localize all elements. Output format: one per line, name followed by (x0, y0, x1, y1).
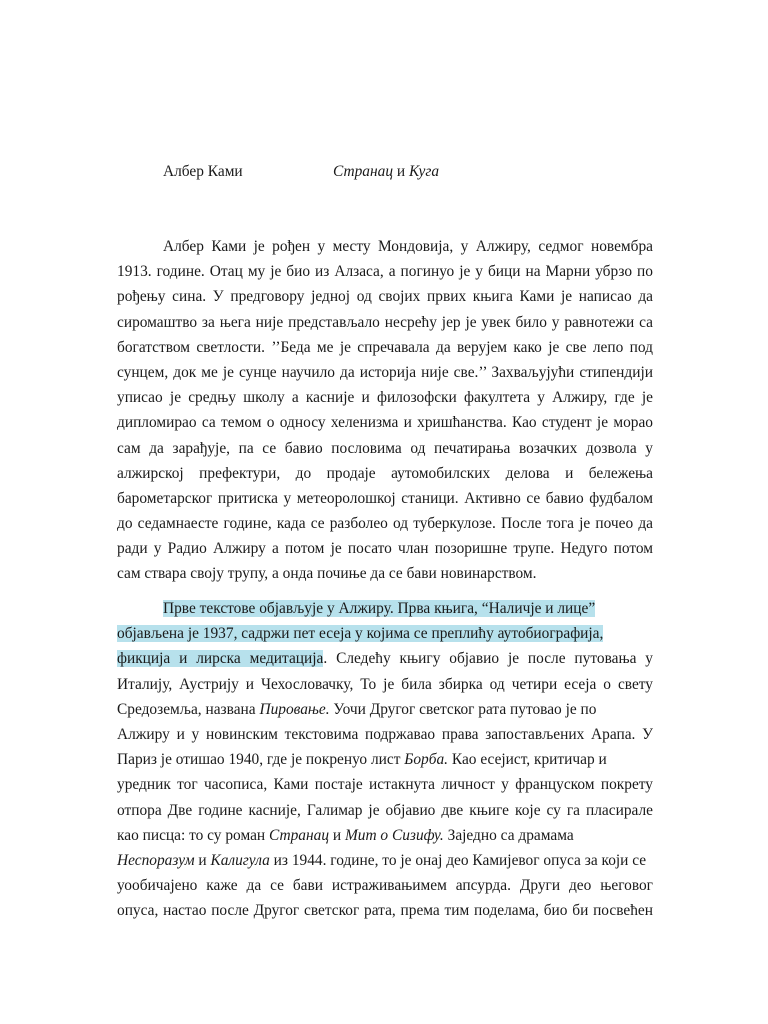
text-line: сиромаштво за њега није представљало несрећу јер је увек било у равнотежи са (117, 313, 653, 331)
book-title: Мит о Сизифу. (344, 826, 444, 844)
text-run: Заједно са драмама (443, 826, 574, 844)
play-title: Неспоразум (117, 851, 195, 869)
paragraph-biography (117, 234, 653, 587)
text-line: 1913. године. Отац му је био из Алзаса, а погинуо је у бици на Марни убрзо по (117, 263, 653, 281)
text-line (117, 697, 653, 722)
journal-title: Борба. (404, 751, 449, 769)
works-title (333, 162, 439, 182)
text-run: и (329, 826, 345, 844)
highlighted-text[interactable]: објављена је 1937, садржи пет есеја у којима се преплићу аутобиографија, (117, 625, 604, 643)
text-line: уписао је средњу школу а касније и филозофски факултета у Алжиру, где је (117, 389, 653, 407)
text-line (117, 646, 653, 671)
text-line (117, 823, 653, 848)
text-line: алжирској префектури, до продаје аутомобилских делова и бележења (117, 464, 653, 482)
paragraph-works (117, 596, 653, 923)
text-line: сам да зарађује, па се бавио пословима од печатирања возачких дозвола у (117, 439, 653, 457)
text-line: уредник тог часописа, Ками постаје истакнута личност у француском покрету (117, 776, 653, 794)
text-line: ради у Радио Алжиру а потом је посато члан позоришне трупе. Недуго потом (117, 540, 653, 558)
text-line: Албер Ками је рођен у месту Мондовија, у Алжиру, седмог новембра (163, 238, 653, 255)
book-title: Странац (269, 826, 330, 844)
text-line: уообичајено каже да се бави истраживањимем апсурда. Други део његовог (117, 877, 653, 895)
text-line: сунцем, док ме је сунце научило да историја није све.’’ Захваљујући стипендији (117, 363, 653, 381)
text-line (117, 596, 653, 621)
text-run: из 1944. године, то је онај део Камијевог опуса за који се (269, 851, 647, 869)
text-run: Као есејист, критичар и (448, 751, 607, 769)
text-run: Париз је отишао 1940, где је покренуо лист (117, 751, 405, 769)
text-line: отпора Две године касније, Галимар је објавио две књиге које су га пласирале (117, 801, 653, 819)
text-run: Средоземља, названа (117, 700, 260, 718)
work-title-plague: Куга (408, 163, 440, 180)
text-line: сам ствара своју трупу, а онда почиње да се бави новинарством. (117, 565, 537, 583)
text-line (117, 747, 653, 772)
text-run: . Следећу књигу објавио је после путовања у (323, 650, 653, 668)
text-line: рођењу сина. У предговору једној од својих првих књига Ками је написао да (117, 288, 653, 306)
work-title-stranger: Странац (333, 163, 394, 180)
text-run: Уочи Другог светског рата путовао је по (329, 700, 597, 718)
highlighted-text[interactable]: Прве текстове објављује у Алжиру. Прва књига, “Наличје и лице” (163, 600, 596, 617)
text-line (117, 848, 653, 873)
text-line: богатством светлости. ’’Беда ме је спречавала да верујем како је све лепо под (117, 338, 653, 356)
text-run: и (194, 851, 211, 869)
author-name: Албер Ками (163, 163, 243, 180)
text-line: до седамнаесте године, када се разболео од туберкулозе. После тога је почео да (117, 515, 653, 533)
book-title: Пировање. (259, 700, 330, 718)
text-line: Италију, Аустрију и Чехословачку, То је била збирка од четири есеја о свету (117, 675, 653, 693)
highlighted-text[interactable]: фикција и лирска медитација (117, 650, 324, 668)
text-line: барометарског притиска у метеоролошкој станици. Активно се бавио фудбалом (117, 489, 653, 507)
text-run: као писца: то су роман (117, 826, 269, 844)
text-line: Алжиру и у новинским текстовима подржавао права запостављених Арапа. У (117, 725, 653, 743)
play-title: Калигула (210, 851, 270, 869)
text-line: опуса, настао после Другог светског рата, према тим поделама, био би посвећен (117, 902, 653, 920)
text-line: дипломирао са темом о односу хеленизма и хришћанства. Као студент је морао (117, 414, 653, 432)
text-line (117, 621, 653, 646)
title-conjunction: и (393, 163, 409, 180)
